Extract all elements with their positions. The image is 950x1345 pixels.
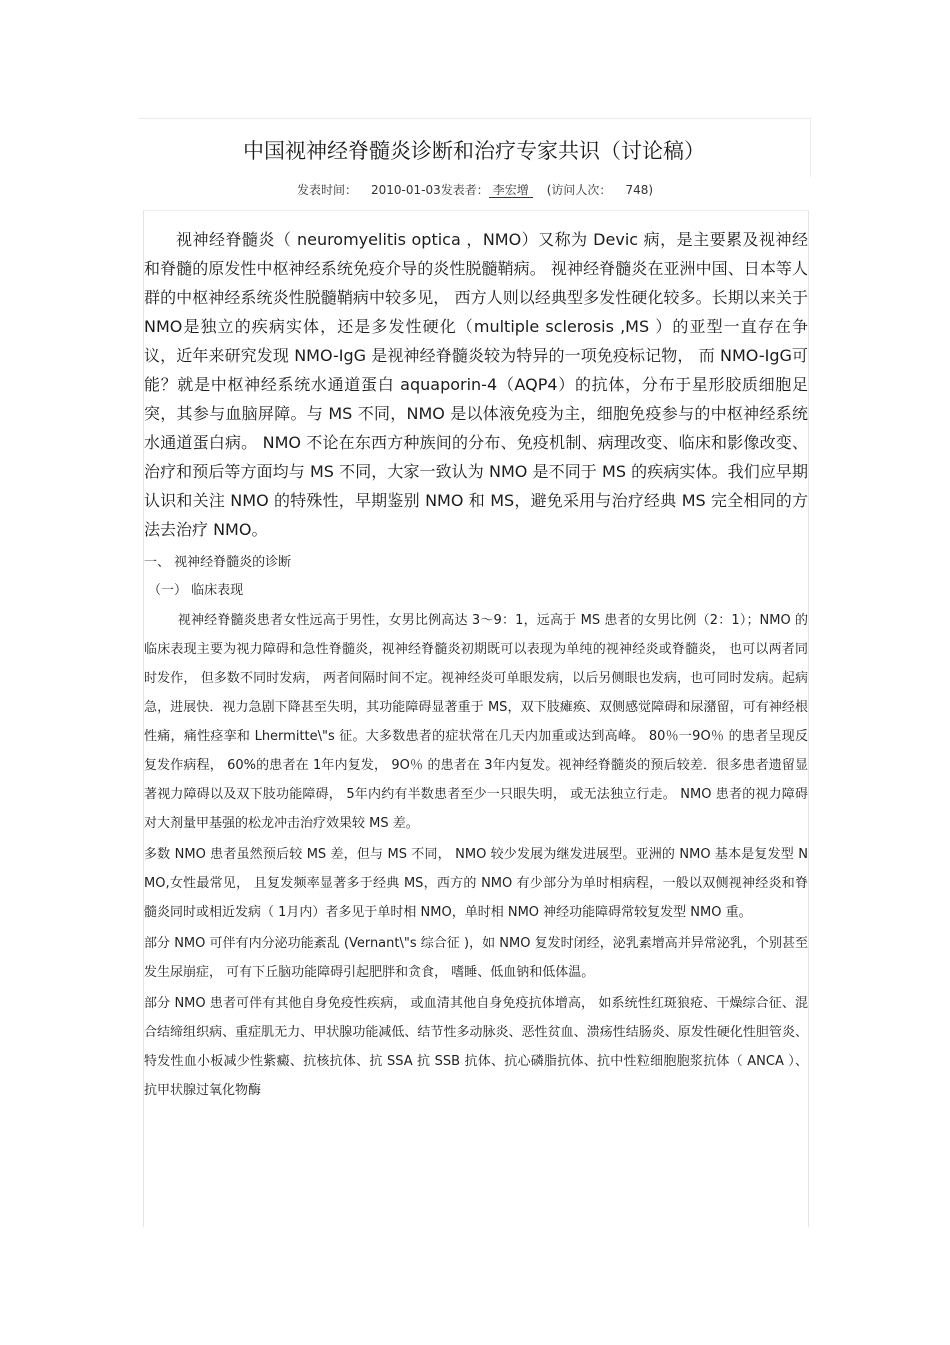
subsection-heading-clinical: （一） 临床表现 [148, 583, 244, 598]
article-meta [0, 181, 950, 198]
date-label: 发表时间： [296, 183, 357, 197]
lead-paragraph: 视神经脊髓炎（ neuromyelitis optica ，NMO）又称为 Devic 病，是主要累及视神经和脊髓的原发性中枢神经系统免疫介导的炎性脱髓鞘病。 视神经脊髓炎在亚洲中国、日本等人群的中枢神经系统炎性脱髓鞘病中较多见， 西方人则以经典型多发性硬化较多。长期以来关于 NMO是独立的疾病实体，还是多发性硬化（multiple sclerosis ,MS ）的亚型一直存在争议，近年来研究发现 NMO-IgG 是视神经脊髓炎较为特异的一项免疫标记物， 而 NMO-IgG可能？就是中枢神经系统水通道蛋白 aquaporin-4（AQP4）的抗体，分布于星形胶质细胞足突，其参与血脑屏障。与 MS 不同，NMO 是以体液免疫为主，细胞免疫参与的中枢神经系统水通道蛋白病。 NMO 不论在东西方种族间的分布、免疫机制、病理改变、临床和影像改变、治疗和预后等方面均与 MS 不同，大家一致认为 NMO 是不同于 MS 的疾病实体。我们应早期认识和关注 NMO 的特殊性，早期鉴别 NMO 和 MS，避免采用与治疗经典 MS 完全相同的方法去治疗 NMO。 [144, 230, 808, 539]
paragraph-clinical-1: 视神经脊髓炎患者女性远高于男性，女男比例高达 3～9：1，远高于 MS 患者的女男比例（2：1）；NMO 的临床表现主要为视力障碍和急性脊髓炎，视神经脊髓炎初期既可以表现为单纯的视神经炎或脊髓炎， 也可以两者同时发作， 但多数不同时发病， 两者间隔时间不定。视神经炎可单眼发病，以后另侧眼也发病，也可同时发病。起病急，进展快．视力急剧下降甚至失明，其功能障碍显著重于 MS，双下肢瘫痪、双侧感觉障碍和尿潴留，可有神经根性痛，痛性痉挛和 Lhermitte\"s 征。大多数患者的症状常在几天内加重或达到高峰。 80％一9O％ 的患者呈现反复发作病程， 60%的患者在 1年内复发， 9O％ 的患者在 3年内复发。视神经脊髓炎的预后较差．很多患者遗留显著视力障碍以及双下肢功能障碍， 5年内约有半数患者至少一只眼失明， 或无法独立行走。 NMO 患者的视力障碍对大剂量甲基强的松龙冲击治疗效果较 MS 差。 [144, 613, 808, 831]
author-label: 发表者： [440, 183, 489, 197]
publish-date: 2010-01-03 [370, 183, 441, 197]
author-link[interactable]: 李宏增 [489, 183, 533, 198]
views-label: (访问人次： [546, 183, 612, 197]
paragraph-clinical-3: 部分 NMO 可伴有内分泌功能紊乱 (Vernant\"s 综合征 )，如 NMO 复发时闭经，泌乳素增高并异常泌乳，个别甚至发生尿崩症， 可有下丘脑功能障碍引起肥胖和贪食， 嗜睡、低血钠和低体温。 [144, 936, 808, 980]
page-title: 中国视神经脊髓炎诊断和治疗专家共识（讨论稿） [243, 139, 705, 163]
paragraph-clinical-2: 多数 NMO 患者虽然预后较 MS 差，但与 MS 不同， NMO 较少发展为继发进展型。亚洲的 NMO 基本是复发型 NMO,女性最常见， 且复发频率显著多于经典 MS，西方的 NMO 有少部分为单时相病程，一般以双侧视神经炎和脊髓炎同时或相近发病（ 1月内）者多见于单时相 NMO，单时相 NMO 神经功能障碍常较复发型 NMO 重。 [144, 847, 808, 920]
section-heading-diagnosis: 一、 视神经脊髓炎的诊断 [144, 555, 292, 570]
paragraph-clinical-4: 部分 NMO 患者可伴有其他自身免疫性疾病， 或血清其他自身免疫抗体增高， 如系统性红斑狼疮、干燥综合征、混合结缔组织病、重症肌无力、甲状腺功能减低、结节性多动脉炎、恶性贫血、溃疡性结肠炎、原发性硬化性胆管炎、特发性血小板减少性紫癜、抗核抗体、抗 SSA 抗 SSB 抗体、抗心磷脂抗体、抗中性粒细胞胞浆抗体（ ANCA ）、抗甲状腺过氧化物酶 [144, 996, 808, 1098]
article-body [143, 210, 809, 1227]
views-count: 748) [625, 183, 654, 197]
title-box [138, 118, 811, 177]
